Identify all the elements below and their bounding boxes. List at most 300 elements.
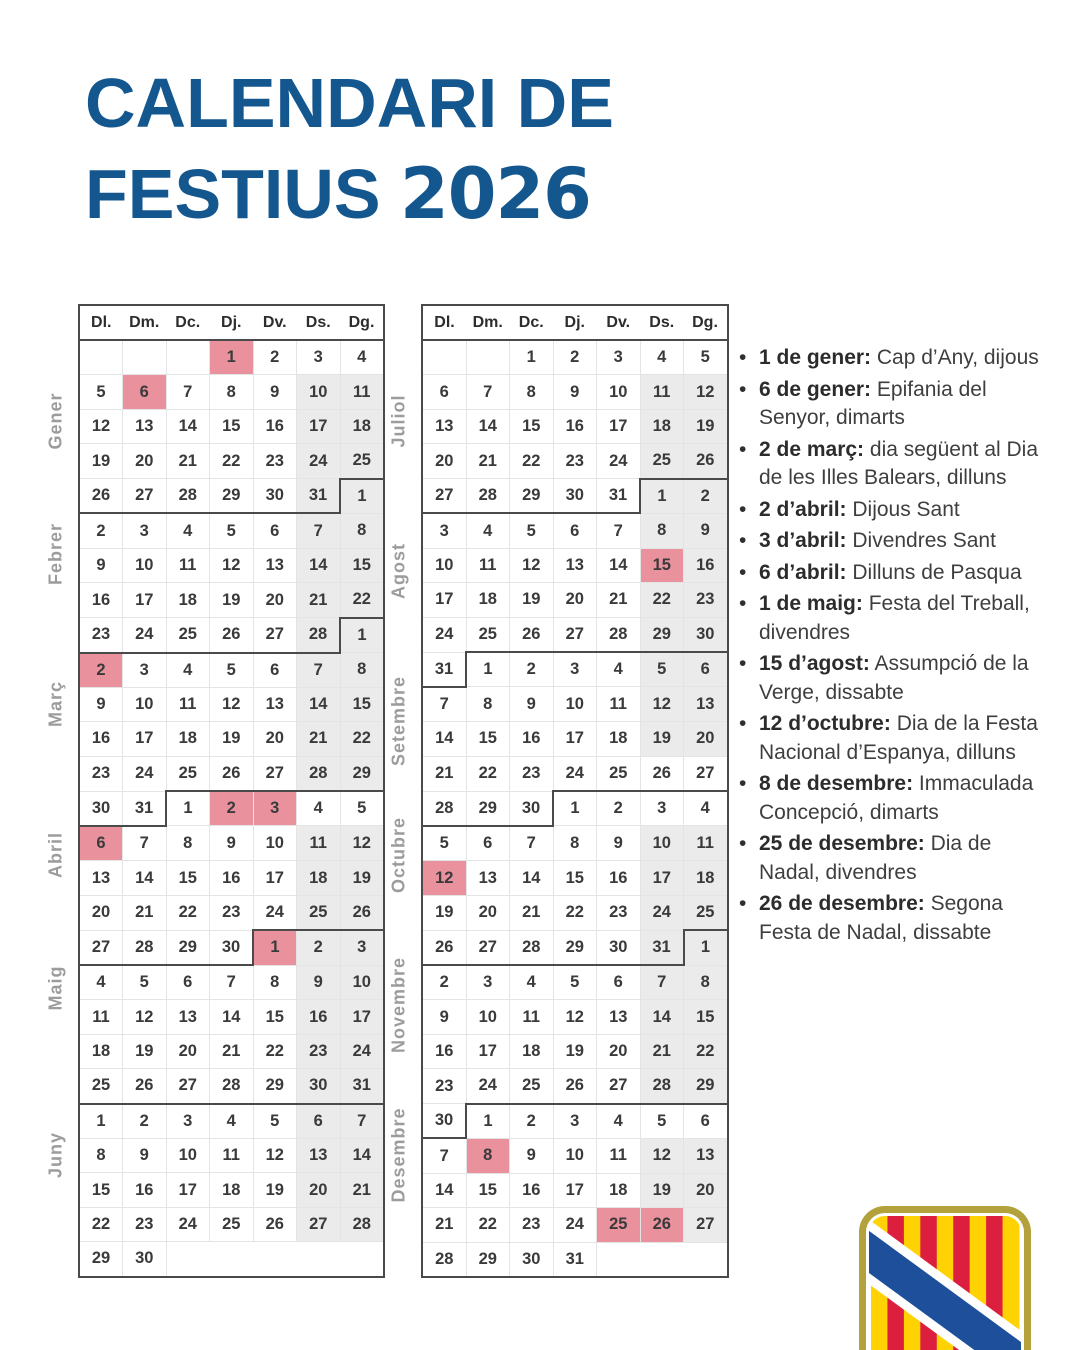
day-cell: 9 bbox=[510, 687, 554, 722]
day-cell: 5 bbox=[640, 1104, 684, 1139]
bullet-icon: • bbox=[739, 652, 747, 675]
day-cell: 13 bbox=[422, 409, 466, 443]
day-cell: 23 bbox=[684, 583, 728, 617]
holiday-day-cell: 12 bbox=[422, 861, 466, 895]
day-cell: 29 bbox=[210, 479, 254, 514]
day-cell: 13 bbox=[684, 687, 728, 722]
day-cell: 24 bbox=[553, 1208, 597, 1242]
page-title bbox=[85, 58, 614, 240]
day-cell: 28 bbox=[297, 756, 341, 791]
day-cell: 7 bbox=[210, 965, 254, 1000]
day-cell: 2 bbox=[510, 652, 554, 687]
legend-item bbox=[739, 436, 1039, 493]
day-cell: 12 bbox=[210, 548, 254, 582]
day-cell: 28 bbox=[210, 1069, 254, 1104]
day-cell: 10 bbox=[253, 826, 297, 861]
day-cell: 22 bbox=[553, 895, 597, 930]
day-cell: 23 bbox=[510, 756, 554, 791]
day-cell: 25 bbox=[210, 1207, 254, 1241]
day-cell: 12 bbox=[510, 548, 554, 582]
day-cell: 30 bbox=[79, 791, 123, 826]
day-cell: 15 bbox=[466, 1173, 510, 1207]
day-cell: 3 bbox=[123, 513, 167, 548]
day-cell: 26 bbox=[340, 895, 384, 930]
day-cell: 6 bbox=[684, 1104, 728, 1139]
day-cell: 30 bbox=[510, 791, 554, 826]
day-cell: 15 bbox=[684, 1000, 728, 1034]
day-cell: 8 bbox=[166, 826, 210, 861]
day-cell: 27 bbox=[253, 618, 297, 653]
legend-text: 6 d’abril: Dilluns de Pasqua bbox=[759, 560, 1022, 584]
bullet-icon: • bbox=[739, 832, 747, 855]
day-cell: 2 bbox=[123, 1104, 167, 1139]
month-label: Desembre bbox=[388, 1107, 409, 1203]
day-cell: 29 bbox=[253, 1069, 297, 1104]
day-cell: 30 bbox=[422, 1104, 466, 1139]
day-cell: 22 bbox=[253, 1034, 297, 1068]
day-cell: 12 bbox=[640, 1138, 684, 1173]
day-cell: 5 bbox=[510, 513, 554, 548]
day-cell: 1 bbox=[466, 1104, 510, 1139]
day-cell: 14 bbox=[340, 1138, 384, 1172]
day-cell: 25 bbox=[340, 444, 384, 479]
day-cell: 7 bbox=[297, 653, 341, 688]
day-cell: 21 bbox=[123, 895, 167, 930]
day-cell: 26 bbox=[79, 479, 123, 514]
day-cell: 11 bbox=[510, 1000, 554, 1034]
day-cell: 26 bbox=[210, 756, 254, 791]
day-cell: 31 bbox=[553, 1242, 597, 1277]
day-cell: 19 bbox=[210, 722, 254, 756]
day-cell: 29 bbox=[79, 1242, 123, 1277]
month-grid bbox=[421, 304, 729, 1278]
bullet-icon: • bbox=[739, 497, 747, 521]
day-cell: 17 bbox=[597, 409, 641, 443]
day-cell: 3 bbox=[553, 652, 597, 687]
day-cell: 20 bbox=[422, 444, 466, 479]
day-cell: 9 bbox=[553, 375, 597, 409]
day-cell: 25 bbox=[297, 895, 341, 930]
day-cell: 31 bbox=[340, 1069, 384, 1104]
bullet-icon: • bbox=[739, 437, 747, 461]
day-cell: 15 bbox=[210, 409, 254, 443]
day-cell: 17 bbox=[422, 583, 466, 617]
legend-text: 25 de desembre: Dia de Nadal, divendres bbox=[759, 832, 992, 884]
day-cell: 17 bbox=[123, 722, 167, 756]
day-cell: 21 bbox=[297, 722, 341, 756]
day-cell: 4 bbox=[166, 653, 210, 688]
day-cell: 22 bbox=[640, 583, 684, 617]
day-cell: 29 bbox=[466, 791, 510, 826]
month-label: Juny bbox=[45, 1132, 66, 1179]
day-cell: 22 bbox=[684, 1034, 728, 1068]
day-cell: 16 bbox=[297, 1000, 341, 1034]
day-cell: 18 bbox=[166, 583, 210, 618]
day-cell: 9 bbox=[210, 826, 254, 861]
day-cell: 31 bbox=[422, 652, 466, 687]
day-cell: 7 bbox=[340, 1104, 384, 1139]
day-cell: 18 bbox=[684, 861, 728, 895]
day-cell: 28 bbox=[422, 791, 466, 826]
day-cell: 14 bbox=[297, 687, 341, 721]
day-cell: 29 bbox=[553, 930, 597, 965]
calendar-first-semester bbox=[45, 304, 385, 1278]
day-cell: 27 bbox=[253, 756, 297, 791]
day-cell: 16 bbox=[210, 861, 254, 895]
day-cell: 18 bbox=[210, 1173, 254, 1207]
day-cell: 1 bbox=[340, 618, 384, 653]
day-cell: 8 bbox=[640, 513, 684, 548]
day-cell: 7 bbox=[297, 513, 341, 548]
day-cell: 23 bbox=[510, 1208, 554, 1242]
day-cell: 19 bbox=[553, 1034, 597, 1068]
legend-item bbox=[739, 890, 1039, 947]
day-cell: 19 bbox=[210, 583, 254, 618]
day-cell: 11 bbox=[597, 687, 641, 722]
day-cell: 22 bbox=[210, 444, 254, 479]
day-cell: 20 bbox=[79, 895, 123, 930]
day-cell: 13 bbox=[553, 548, 597, 582]
day-cell: 21 bbox=[340, 1173, 384, 1207]
day-cell: 14 bbox=[210, 1000, 254, 1034]
day-cell: 14 bbox=[166, 409, 210, 443]
day-cell: 10 bbox=[123, 548, 167, 582]
legend-text: 6 de gener: Epifania del Senyor, dimarts bbox=[759, 377, 987, 429]
day-of-week-header: Ds. bbox=[640, 305, 684, 340]
day-cell: 7 bbox=[123, 826, 167, 861]
day-cell: 27 bbox=[466, 930, 510, 965]
day-cell: 24 bbox=[340, 1034, 384, 1068]
bullet-icon: • bbox=[739, 772, 747, 795]
day-cell: 11 bbox=[79, 1000, 123, 1034]
empty-cell bbox=[297, 1242, 341, 1277]
day-cell: 9 bbox=[79, 548, 123, 582]
day-cell: 3 bbox=[297, 340, 341, 375]
day-cell: 10 bbox=[597, 375, 641, 409]
day-cell: 4 bbox=[640, 340, 684, 375]
holiday-day-cell: 3 bbox=[253, 791, 297, 826]
holiday-day-cell: 2 bbox=[79, 653, 123, 688]
bullet-icon: • bbox=[739, 529, 747, 552]
day-cell: 23 bbox=[297, 1034, 341, 1068]
day-cell: 20 bbox=[684, 1173, 728, 1207]
day-cell: 9 bbox=[297, 965, 341, 1000]
legend-item bbox=[739, 559, 1039, 588]
day-cell: 28 bbox=[422, 1242, 466, 1277]
day-cell: 11 bbox=[340, 375, 384, 409]
empty-cell bbox=[166, 340, 210, 375]
day-cell: 2 bbox=[79, 513, 123, 548]
day-cell: 28 bbox=[466, 479, 510, 514]
day-cell: 5 bbox=[684, 340, 728, 375]
day-cell: 9 bbox=[123, 1138, 167, 1172]
day-cell: 8 bbox=[340, 653, 384, 688]
day-cell: 26 bbox=[253, 1207, 297, 1241]
legend-text: 15 d’agost: Assumpció de la Verge, dissabte bbox=[759, 652, 1029, 704]
day-cell: 1 bbox=[166, 791, 210, 826]
day-cell: 19 bbox=[422, 895, 466, 930]
empty-cell bbox=[466, 340, 510, 375]
day-cell: 9 bbox=[422, 1000, 466, 1034]
day-cell: 20 bbox=[597, 1034, 641, 1068]
day-cell: 21 bbox=[210, 1034, 254, 1068]
day-cell: 25 bbox=[166, 756, 210, 791]
day-cell: 14 bbox=[297, 548, 341, 582]
day-cell: 22 bbox=[466, 1208, 510, 1242]
day-of-week-header: Dj. bbox=[210, 305, 254, 340]
legend-text: 3 d’abril: Divendres Sant bbox=[759, 529, 996, 552]
day-cell: 18 bbox=[79, 1034, 123, 1068]
month-label: Setembre bbox=[388, 676, 409, 767]
legend-item bbox=[739, 376, 1039, 433]
day-of-week-header: Dm. bbox=[123, 305, 167, 340]
day-cell: 16 bbox=[123, 1173, 167, 1207]
day-cell: 10 bbox=[553, 1138, 597, 1173]
month-label: Gener bbox=[45, 391, 66, 450]
holiday-day-cell: 6 bbox=[79, 826, 123, 861]
day-cell: 3 bbox=[640, 791, 684, 826]
legend-text: 1 de gener: Cap d’Any, dijous bbox=[759, 346, 1039, 369]
legend-item bbox=[739, 496, 1039, 525]
day-cell: 24 bbox=[253, 895, 297, 930]
day-cell: 13 bbox=[166, 1000, 210, 1034]
day-cell: 17 bbox=[123, 583, 167, 618]
day-cell: 12 bbox=[253, 1138, 297, 1172]
day-cell: 22 bbox=[510, 444, 554, 479]
day-cell: 26 bbox=[553, 1069, 597, 1104]
day-cell: 27 bbox=[166, 1069, 210, 1104]
empty-cell bbox=[79, 340, 123, 375]
day-cell: 8 bbox=[466, 687, 510, 722]
day-cell: 23 bbox=[422, 1069, 466, 1104]
day-cell: 8 bbox=[340, 513, 384, 548]
holiday-day-cell: 2 bbox=[210, 791, 254, 826]
day-cell: 27 bbox=[684, 756, 728, 791]
legend-text: 26 de desembre: Segona Festa de Nadal, dissabte bbox=[759, 892, 1003, 944]
title-line2: FESTIUS 2026 bbox=[85, 153, 591, 235]
day-cell: 6 bbox=[166, 965, 210, 1000]
day-cell: 13 bbox=[253, 548, 297, 582]
day-cell: 17 bbox=[640, 861, 684, 895]
day-cell: 19 bbox=[684, 409, 728, 443]
legend-text: 12 d’octubre: Dia de la Festa Nacional d’Espanya, dilluns bbox=[759, 712, 1038, 764]
day-cell: 28 bbox=[297, 618, 341, 653]
day-cell: 11 bbox=[684, 826, 728, 861]
day-cell: 12 bbox=[553, 1000, 597, 1034]
month-label: Juliol bbox=[388, 393, 409, 448]
day-cell: 18 bbox=[597, 1173, 641, 1207]
day-cell: 4 bbox=[210, 1104, 254, 1139]
day-cell: 5 bbox=[553, 965, 597, 1000]
day-cell: 13 bbox=[123, 409, 167, 443]
day-cell: 11 bbox=[166, 687, 210, 721]
day-of-week-header: Dm. bbox=[466, 305, 510, 340]
day-cell: 19 bbox=[340, 861, 384, 895]
holiday-day-cell: 1 bbox=[253, 930, 297, 965]
day-cell: 15 bbox=[466, 722, 510, 756]
day-cell: 2 bbox=[253, 340, 297, 375]
day-cell: 5 bbox=[210, 653, 254, 688]
day-cell: 1 bbox=[79, 1104, 123, 1139]
day-cell: 12 bbox=[640, 687, 684, 722]
day-cell: 24 bbox=[640, 895, 684, 930]
day-cell: 13 bbox=[597, 1000, 641, 1034]
day-cell: 16 bbox=[597, 861, 641, 895]
day-cell: 8 bbox=[79, 1138, 123, 1172]
empty-cell bbox=[253, 1242, 297, 1277]
day-cell: 16 bbox=[422, 1034, 466, 1068]
holiday-day-cell: 8 bbox=[466, 1138, 510, 1173]
day-cell: 19 bbox=[640, 1173, 684, 1207]
day-cell: 24 bbox=[466, 1069, 510, 1104]
bullet-icon: • bbox=[739, 712, 747, 735]
day-cell: 28 bbox=[340, 1207, 384, 1241]
day-cell: 11 bbox=[166, 548, 210, 582]
day-cell: 24 bbox=[297, 444, 341, 479]
empty-cell bbox=[684, 1242, 728, 1277]
day-cell: 7 bbox=[422, 687, 466, 722]
bullet-icon: • bbox=[739, 560, 747, 584]
day-cell: 1 bbox=[340, 479, 384, 514]
month-grid bbox=[78, 304, 385, 1278]
day-cell: 3 bbox=[466, 965, 510, 1000]
calendar-second-semester bbox=[388, 304, 729, 1278]
day-cell: 20 bbox=[553, 583, 597, 617]
day-cell: 21 bbox=[640, 1034, 684, 1068]
legend-item bbox=[739, 770, 1039, 827]
day-cell: 15 bbox=[340, 687, 384, 721]
day-cell: 28 bbox=[640, 1069, 684, 1104]
day-cell: 7 bbox=[166, 375, 210, 409]
day-cell: 7 bbox=[597, 513, 641, 548]
day-cell: 17 bbox=[553, 722, 597, 756]
day-cell: 4 bbox=[597, 1104, 641, 1139]
day-cell: 13 bbox=[684, 1138, 728, 1173]
day-cell: 24 bbox=[123, 618, 167, 653]
day-cell: 3 bbox=[340, 930, 384, 965]
day-cell: 7 bbox=[422, 1138, 466, 1173]
day-cell: 20 bbox=[123, 444, 167, 479]
day-cell: 17 bbox=[253, 861, 297, 895]
day-cell: 5 bbox=[123, 965, 167, 1000]
day-cell: 17 bbox=[166, 1173, 210, 1207]
day-cell: 21 bbox=[297, 583, 341, 618]
title-year: 2026 bbox=[400, 153, 591, 235]
day-cell: 26 bbox=[510, 617, 554, 652]
day-cell: 13 bbox=[466, 861, 510, 895]
day-cell: 1 bbox=[466, 652, 510, 687]
day-cell: 25 bbox=[597, 756, 641, 791]
day-cell: 9 bbox=[597, 826, 641, 861]
day-cell: 3 bbox=[422, 513, 466, 548]
day-cell: 20 bbox=[253, 722, 297, 756]
day-cell: 2 bbox=[684, 479, 728, 514]
day-cell: 28 bbox=[166, 479, 210, 514]
day-cell: 30 bbox=[510, 1242, 554, 1277]
day-cell: 2 bbox=[553, 340, 597, 375]
day-cell: 2 bbox=[510, 1104, 554, 1139]
day-cell: 1 bbox=[640, 479, 684, 514]
day-cell: 19 bbox=[640, 722, 684, 756]
day-cell: 19 bbox=[510, 583, 554, 617]
month-label: Febrer bbox=[45, 523, 66, 586]
day-cell: 10 bbox=[466, 1000, 510, 1034]
legend-text: 8 de desembre: Immaculada Concepció, dimarts bbox=[759, 772, 1034, 824]
day-cell: 7 bbox=[510, 826, 554, 861]
day-cell: 29 bbox=[684, 1069, 728, 1104]
day-cell: 20 bbox=[297, 1173, 341, 1207]
day-cell: 11 bbox=[210, 1138, 254, 1172]
day-cell: 25 bbox=[166, 618, 210, 653]
day-cell: 22 bbox=[166, 895, 210, 930]
day-cell: 13 bbox=[79, 861, 123, 895]
day-cell: 2 bbox=[597, 791, 641, 826]
day-cell: 4 bbox=[684, 791, 728, 826]
govern-illes-balears-shield bbox=[857, 1204, 1033, 1350]
day-cell: 14 bbox=[123, 861, 167, 895]
day-cell: 1 bbox=[510, 340, 554, 375]
month-label: Novembre bbox=[388, 956, 409, 1054]
day-cell: 29 bbox=[466, 1242, 510, 1277]
day-cell: 2 bbox=[297, 930, 341, 965]
month-label: Març bbox=[45, 681, 66, 728]
day-cell: 20 bbox=[466, 895, 510, 930]
day-of-week-header: Ds. bbox=[297, 305, 341, 340]
day-cell: 31 bbox=[123, 791, 167, 826]
day-of-week-header: Dv. bbox=[253, 305, 297, 340]
day-cell: 26 bbox=[422, 930, 466, 965]
day-cell: 14 bbox=[597, 548, 641, 582]
day-cell: 25 bbox=[684, 895, 728, 930]
day-cell: 25 bbox=[510, 1069, 554, 1104]
day-cell: 14 bbox=[640, 1000, 684, 1034]
day-cell: 30 bbox=[597, 930, 641, 965]
day-cell: 4 bbox=[297, 791, 341, 826]
empty-cell bbox=[210, 1242, 254, 1277]
day-of-week-header: Dc. bbox=[166, 305, 210, 340]
month-label: Agost bbox=[388, 542, 409, 599]
day-cell: 29 bbox=[166, 930, 210, 965]
legend-item bbox=[739, 710, 1039, 767]
day-cell: 5 bbox=[640, 652, 684, 687]
day-cell: 16 bbox=[253, 409, 297, 443]
day-cell: 12 bbox=[123, 1000, 167, 1034]
day-cell: 20 bbox=[166, 1034, 210, 1068]
legend-text: 2 de març: dia següent al Dia de les Illes Balears, dilluns bbox=[759, 437, 1039, 489]
holiday-day-cell: 26 bbox=[640, 1208, 684, 1242]
day-cell: 8 bbox=[510, 375, 554, 409]
day-cell: 30 bbox=[297, 1069, 341, 1104]
bullet-icon: • bbox=[739, 346, 747, 369]
day-cell: 3 bbox=[597, 340, 641, 375]
day-cell: 23 bbox=[123, 1207, 167, 1241]
shield-graphic bbox=[857, 1204, 1033, 1350]
day-cell: 14 bbox=[422, 1173, 466, 1207]
day-cell: 15 bbox=[553, 861, 597, 895]
day-cell: 21 bbox=[466, 444, 510, 479]
day-cell: 27 bbox=[297, 1207, 341, 1241]
day-cell: 31 bbox=[640, 930, 684, 965]
day-cell: 24 bbox=[553, 756, 597, 791]
day-cell: 6 bbox=[422, 375, 466, 409]
day-cell: 28 bbox=[123, 930, 167, 965]
month-label: Maig bbox=[45, 965, 66, 1011]
empty-cell bbox=[422, 340, 466, 375]
day-cell: 20 bbox=[684, 722, 728, 756]
day-cell: 4 bbox=[597, 652, 641, 687]
day-cell: 31 bbox=[597, 479, 641, 514]
day-cell: 22 bbox=[340, 722, 384, 756]
